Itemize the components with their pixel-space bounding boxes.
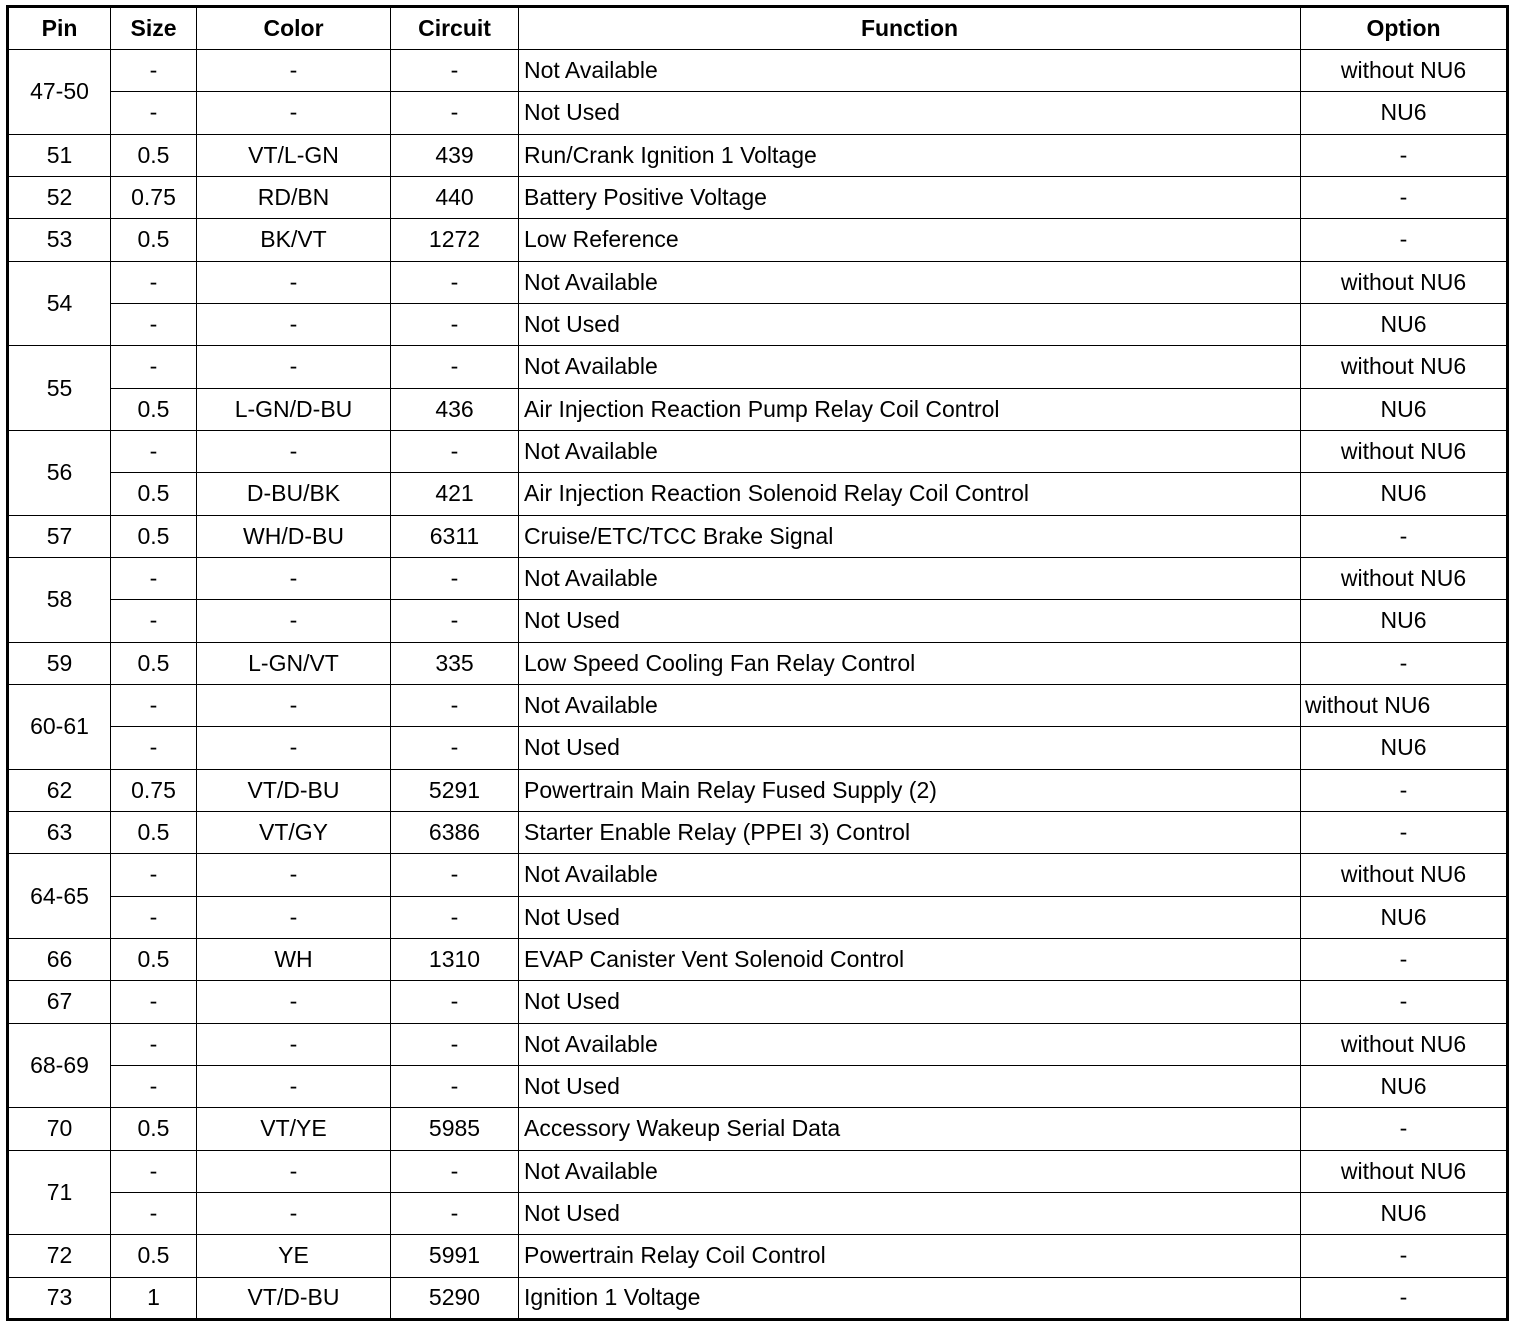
function-cell: Not Used [519,981,1301,1023]
circuit-cell: 421 [391,473,519,515]
color-cell: - [197,727,391,769]
circuit-cell: - [391,92,519,134]
circuit-cell: 6311 [391,515,519,557]
function-cell: Run/Crank Ignition 1 Voltage [519,134,1301,176]
size-cell: 1 [111,1277,197,1319]
table-row [8,1108,1508,1150]
header-function: Function [519,7,1301,50]
pin-cell: 71 [8,1150,111,1235]
function-cell: Not Used [519,1192,1301,1234]
pin-cell: 57 [8,515,111,557]
table-row [8,981,1508,1023]
function-cell: Not Available [519,50,1301,92]
table-row [8,557,1508,599]
circuit-cell: - [391,684,519,726]
option-cell: without NU6 [1301,854,1508,896]
pin-cell: 68-69 [8,1023,111,1108]
circuit-cell: - [391,600,519,642]
circuit-cell: 335 [391,642,519,684]
option-cell: - [1301,642,1508,684]
color-cell: - [197,1192,391,1234]
color-cell: WH/D-BU [197,515,391,557]
color-cell: VT/D-BU [197,1277,391,1319]
table-row [8,684,1508,726]
color-cell: - [197,92,391,134]
option-cell: without NU6 [1301,430,1508,472]
function-cell: Not Used [519,727,1301,769]
table-row [8,346,1508,388]
table-row [8,600,1508,642]
pin-cell: 70 [8,1108,111,1150]
option-cell: - [1301,1277,1508,1319]
table-body [8,50,1508,1320]
table-row [8,92,1508,134]
header-circuit: Circuit [391,7,519,50]
function-cell: Not Available [519,261,1301,303]
circuit-cell: - [391,557,519,599]
size-cell: - [111,303,197,345]
circuit-cell: - [391,896,519,938]
color-cell: L-GN/VT [197,642,391,684]
function-cell: Low Speed Cooling Fan Relay Control [519,642,1301,684]
size-cell: - [111,430,197,472]
table-row [8,176,1508,218]
option-cell: - [1301,134,1508,176]
color-cell: BK/VT [197,219,391,261]
color-cell: D-BU/BK [197,473,391,515]
color-cell: - [197,346,391,388]
color-cell: VT/YE [197,1108,391,1150]
function-cell: Not Available [519,1150,1301,1192]
circuit-cell: - [391,1065,519,1107]
circuit-cell: 5291 [391,769,519,811]
color-cell: - [197,430,391,472]
function-cell: EVAP Canister Vent Solenoid Control [519,938,1301,980]
size-cell: 0.5 [111,642,197,684]
option-cell: - [1301,981,1508,1023]
circuit-cell: 1310 [391,938,519,980]
table-row [8,134,1508,176]
option-cell: - [1301,811,1508,853]
function-cell: Low Reference [519,219,1301,261]
circuit-cell: 439 [391,134,519,176]
pinout-table [6,5,1509,1321]
circuit-cell: - [391,50,519,92]
circuit-cell: 5991 [391,1235,519,1277]
option-cell: without NU6 [1301,346,1508,388]
size-cell: - [111,600,197,642]
function-cell: Not Used [519,1065,1301,1107]
option-cell: NU6 [1301,388,1508,430]
color-cell: - [197,1065,391,1107]
function-cell: Not Available [519,430,1301,472]
table-row [8,811,1508,853]
size-cell: - [111,1023,197,1065]
circuit-cell: - [391,1023,519,1065]
color-cell: - [197,1150,391,1192]
pin-cell: 47-50 [8,50,111,135]
circuit-cell: 5290 [391,1277,519,1319]
size-cell: - [111,1192,197,1234]
option-cell: - [1301,769,1508,811]
option-cell: without NU6 [1301,1150,1508,1192]
size-cell: 0.5 [111,134,197,176]
size-cell: 0.5 [111,1235,197,1277]
pin-cell: 56 [8,430,111,515]
table-row [8,1192,1508,1234]
table-row [8,727,1508,769]
circuit-cell: 440 [391,176,519,218]
color-cell: - [197,557,391,599]
table-row [8,50,1508,92]
pin-cell: 58 [8,557,111,642]
table-row [8,896,1508,938]
option-cell: without NU6 [1301,1023,1508,1065]
size-cell: - [111,684,197,726]
option-cell: NU6 [1301,896,1508,938]
header-pin: Pin [8,7,111,50]
function-cell: Not Used [519,303,1301,345]
option-cell: NU6 [1301,92,1508,134]
pin-cell: 67 [8,981,111,1023]
option-cell: without NU6 [1301,50,1508,92]
option-cell: without NU6 [1301,557,1508,599]
circuit-cell: 5985 [391,1108,519,1150]
color-cell: VT/L-GN [197,134,391,176]
function-cell: Not Available [519,557,1301,599]
pin-cell: 54 [8,261,111,346]
function-cell: Cruise/ETC/TCC Brake Signal [519,515,1301,557]
function-cell: Not Used [519,896,1301,938]
circuit-cell: - [391,854,519,896]
color-cell: - [197,854,391,896]
function-cell: Ignition 1 Voltage [519,1277,1301,1319]
size-cell: - [111,896,197,938]
header-option: Option [1301,7,1508,50]
color-cell: - [197,261,391,303]
table-row [8,1065,1508,1107]
size-cell: - [111,50,197,92]
circuit-cell: 1272 [391,219,519,261]
table-row [8,515,1508,557]
color-cell: - [197,50,391,92]
header-size: Size [111,7,197,50]
pin-cell: 63 [8,811,111,853]
option-cell: - [1301,1235,1508,1277]
size-cell: - [111,1150,197,1192]
pin-cell: 55 [8,346,111,431]
size-cell: - [111,346,197,388]
size-cell: 0.5 [111,473,197,515]
pin-cell: 51 [8,134,111,176]
table-row [8,938,1508,980]
table-row [8,1277,1508,1319]
size-cell: - [111,1065,197,1107]
size-cell: - [111,727,197,769]
size-cell: 0.5 [111,515,197,557]
table-row [8,1235,1508,1277]
pin-cell: 64-65 [8,854,111,939]
option-cell: - [1301,219,1508,261]
color-cell: - [197,684,391,726]
color-cell: VT/GY [197,811,391,853]
option-cell: - [1301,515,1508,557]
table-row [8,1023,1508,1065]
pin-cell: 52 [8,176,111,218]
pin-cell: 66 [8,938,111,980]
function-cell: Battery Positive Voltage [519,176,1301,218]
size-cell: - [111,981,197,1023]
function-cell: Air Injection Reaction Pump Relay Coil Control [519,388,1301,430]
option-cell: without NU6 [1301,684,1508,726]
function-cell: Not Used [519,600,1301,642]
color-cell: - [197,600,391,642]
function-cell: Starter Enable Relay (PPEI 3) Control [519,811,1301,853]
option-cell: - [1301,938,1508,980]
header-color: Color [197,7,391,50]
color-cell: WH [197,938,391,980]
pin-cell: 59 [8,642,111,684]
size-cell: 0.5 [111,1108,197,1150]
pin-cell: 72 [8,1235,111,1277]
table-row [8,854,1508,896]
color-cell: - [197,981,391,1023]
size-cell: - [111,92,197,134]
color-cell: - [197,1023,391,1065]
circuit-cell: - [391,346,519,388]
function-cell: Not Used [519,92,1301,134]
pin-cell: 62 [8,769,111,811]
color-cell: RD/BN [197,176,391,218]
option-cell: NU6 [1301,600,1508,642]
table-row [8,303,1508,345]
circuit-cell: - [391,1192,519,1234]
table-row [8,430,1508,472]
size-cell: - [111,261,197,303]
pin-cell: 53 [8,219,111,261]
option-cell: - [1301,176,1508,218]
circuit-cell: - [391,261,519,303]
option-cell: without NU6 [1301,261,1508,303]
color-cell: L-GN/D-BU [197,388,391,430]
pin-cell: 60-61 [8,684,111,769]
function-cell: Not Available [519,684,1301,726]
function-cell: Powertrain Main Relay Fused Supply (2) [519,769,1301,811]
size-cell: 0.5 [111,388,197,430]
option-cell: NU6 [1301,1192,1508,1234]
table-row [8,769,1508,811]
function-cell: Powertrain Relay Coil Control [519,1235,1301,1277]
option-cell: NU6 [1301,303,1508,345]
table-row [8,219,1508,261]
function-cell: Air Injection Reaction Solenoid Relay Coil Control [519,473,1301,515]
circuit-cell: - [391,727,519,769]
size-cell: 0.5 [111,811,197,853]
size-cell: 0.75 [111,176,197,218]
table-row [8,1150,1508,1192]
color-cell: - [197,896,391,938]
option-cell: - [1301,1108,1508,1150]
table-row [8,261,1508,303]
option-cell: NU6 [1301,473,1508,515]
function-cell: Not Available [519,854,1301,896]
table-row [8,388,1508,430]
header-row [8,7,1508,50]
circuit-cell: 436 [391,388,519,430]
size-cell: - [111,854,197,896]
pin-cell: 73 [8,1277,111,1319]
color-cell: VT/D-BU [197,769,391,811]
circuit-cell: - [391,1150,519,1192]
size-cell: 0.5 [111,938,197,980]
size-cell: - [111,557,197,599]
size-cell: 0.75 [111,769,197,811]
circuit-cell: - [391,303,519,345]
option-cell: NU6 [1301,1065,1508,1107]
table-row [8,473,1508,515]
color-cell: - [197,303,391,345]
circuit-cell: 6386 [391,811,519,853]
color-cell: YE [197,1235,391,1277]
function-cell: Not Available [519,1023,1301,1065]
option-cell: NU6 [1301,727,1508,769]
function-cell: Accessory Wakeup Serial Data [519,1108,1301,1150]
circuit-cell: - [391,430,519,472]
table-row [8,642,1508,684]
size-cell: 0.5 [111,219,197,261]
function-cell: Not Available [519,346,1301,388]
circuit-cell: - [391,981,519,1023]
